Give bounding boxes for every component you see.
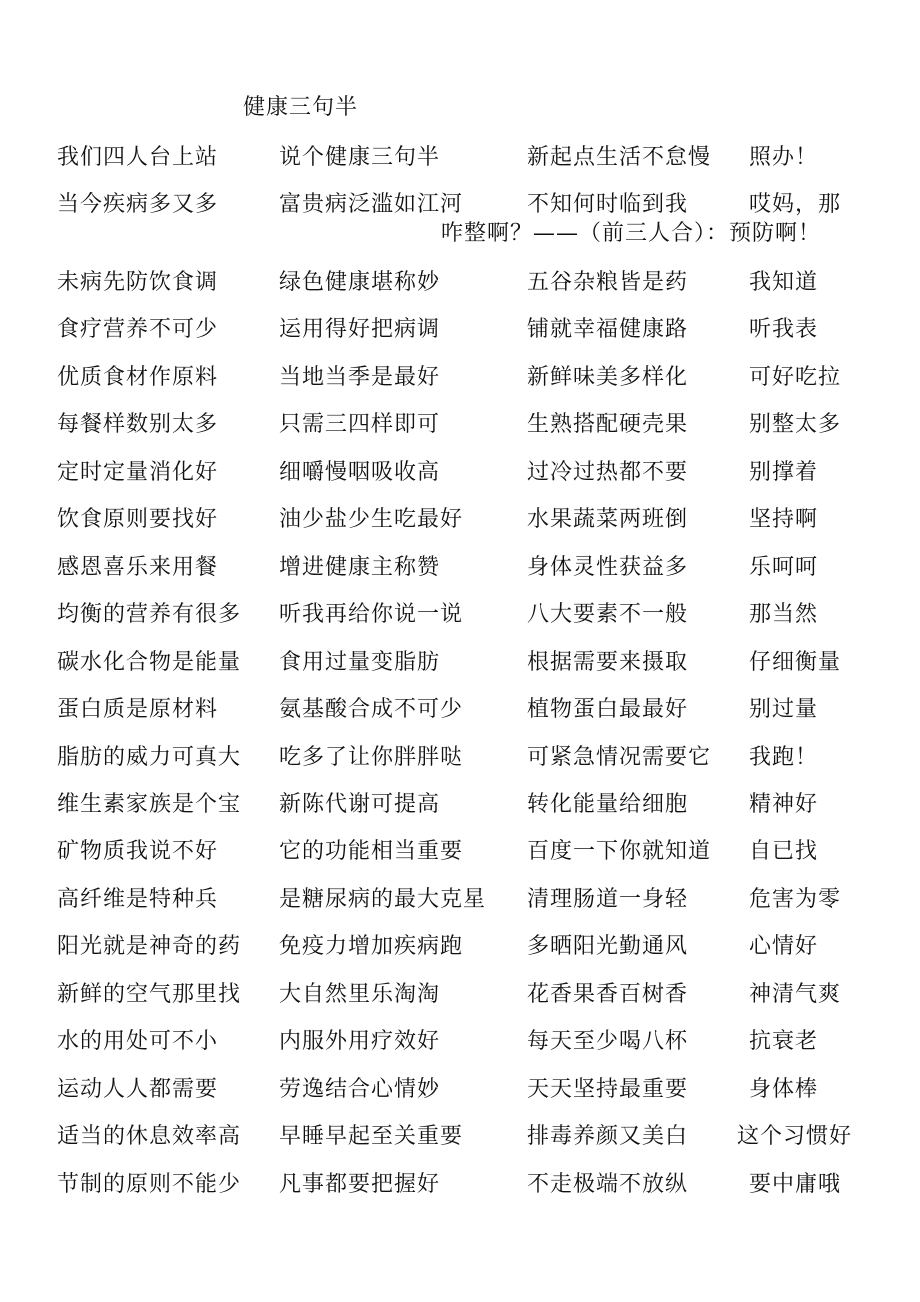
verse-cell-3: 八大要素不一般 (527, 602, 689, 627)
verse-cell-1: 优质食材作原料 (57, 365, 219, 390)
verse-row (0, 1072, 920, 1106)
verse-cell-3: 百度一下你就知道 (527, 839, 712, 864)
verse-cell-4: 要中庸哦 (749, 1172, 842, 1197)
verse-row (0, 407, 920, 441)
verse-row (0, 312, 920, 346)
verse-cell-3: 五谷杂粮皆是药 (527, 270, 689, 295)
verse-cell-2: 凡事都要把握好 (279, 1172, 441, 1197)
verse-cell-1: 每餐样数别太多 (57, 412, 219, 437)
verse-row (0, 455, 920, 489)
verse-cell-3: 转化能量给细胞 (527, 792, 689, 817)
verse-cell-2: 内服外用疗效好 (279, 1029, 441, 1054)
verse-cell-3: 花香果香百树香 (527, 982, 689, 1007)
verse-cell-2: 食用过量变脂肪 (279, 650, 441, 675)
verse-cell-3: 天天坚持最重要 (527, 1077, 689, 1102)
verse-cell-1: 脂肪的威力可真大 (57, 745, 242, 770)
verse-cell-1: 碳水化合物是能量 (57, 650, 242, 675)
verse-cell-2: 听我再给你说一说 (279, 602, 464, 627)
verse-cell-2: 富贵病泛滥如江河 (279, 192, 464, 217)
verse-cell-2: 说个健康三句半 (279, 145, 441, 170)
verse-cell-1: 未病先防饮食调 (57, 270, 219, 295)
verse-row (0, 645, 920, 679)
verse-cell-4: 这个习惯好 (737, 1124, 853, 1149)
verse-row (0, 740, 920, 774)
verse-cell-2: 运用得好把病调 (279, 317, 441, 342)
verse-cell-3: 多晒阳光勤通风 (527, 934, 689, 959)
verse-row (0, 787, 920, 821)
verse-cell-2: 氨基酸合成不可少 (279, 697, 464, 722)
verse-cell-3: 清理肠道一身轻 (527, 887, 689, 912)
verse-cell-2: 细嚼慢咽吸收高 (279, 460, 441, 485)
verse-cell-3: 根据需要来摄取 (527, 650, 689, 675)
verse-cell-3: 不知何时临到我 (527, 192, 689, 217)
verse-cell-1: 均衡的营养有很多 (57, 602, 242, 627)
verse-cell-2: 它的功能相当重要 (279, 839, 464, 864)
verse-cell-3: 可紧急情况需要它 (527, 745, 712, 770)
verse-row (0, 692, 920, 726)
verse-row (0, 1167, 920, 1201)
verse-cell-3: 生熟搭配硬壳果 (527, 412, 689, 437)
verse-cell-1: 高纤维是特种兵 (57, 887, 219, 912)
verse-cell-1: 饮食原则要找好 (57, 507, 219, 532)
verse-cell-4: 我知道 (749, 270, 819, 295)
verse-cell-2: 劳逸结合心情妙 (279, 1077, 441, 1102)
page-title: 健康三句半 (243, 95, 359, 120)
verse-cell-4: 别过量 (749, 697, 819, 722)
verse-cell-3: 身体灵性获益多 (527, 555, 689, 580)
verse-cell-2: 免疫力增加疾病跑 (279, 934, 464, 959)
verse-cell-4: 抗衰老 (749, 1029, 819, 1054)
verse-cell-2: 是糖尿病的最大克星 (279, 887, 487, 912)
verse-cell-4: 心情好 (749, 934, 819, 959)
verse-cell-2: 新陈代谢可提高 (279, 792, 441, 817)
verse-cell-3: 排毒养颜又美白 (527, 1124, 689, 1149)
verse-cell-1: 蛋白质是原材料 (57, 697, 219, 722)
verse-cell-4: 别整太多 (749, 412, 842, 437)
verse-cell-4: 精神好 (749, 792, 819, 817)
verse-row (0, 977, 920, 1011)
verse-cell-2: 早睡早起至关重要 (279, 1124, 464, 1149)
verse-cell-1: 我们四人台上站 (57, 145, 219, 170)
verse-cell-3: 过冷过热都不要 (527, 460, 689, 485)
verse-cell-1: 新鲜的空气那里找 (57, 982, 242, 1007)
verse-cell-1: 节制的原则不能少 (57, 1172, 242, 1197)
verse-cell-4: 照办！ (749, 145, 819, 170)
verse-cell-2: 油少盐少生吃最好 (279, 507, 464, 532)
verse-cell-3: 植物蛋白最最好 (527, 697, 689, 722)
verse-cell-1: 阳光就是神奇的药 (57, 934, 242, 959)
verse-cell-3: 每天至少喝八杯 (527, 1029, 689, 1054)
verse-row (0, 834, 920, 868)
verse-cell-3: 铺就幸福健康路 (527, 317, 689, 342)
intro-row (0, 140, 920, 174)
verse-cell-4: 我跑！ (749, 745, 819, 770)
verse-cell-2: 大自然里乐淘淘 (279, 982, 441, 1007)
verse-row (0, 502, 920, 536)
verse-cell-2: 只需三四样即可 (279, 412, 441, 437)
verse-cell-1: 感恩喜乐来用餐 (57, 555, 219, 580)
verse-cell-1: 食疗营养不可少 (57, 317, 219, 342)
verse-cell-4: 坚持啊 (749, 507, 819, 532)
verse-row (0, 265, 920, 299)
verse-cell-4: 别撑着 (749, 460, 819, 485)
verse-cell-4: 身体棒 (749, 1077, 819, 1102)
verse-cell-1: 维生素家族是个宝 (57, 792, 242, 817)
verse-cell-4: 危害为零 (749, 887, 842, 912)
verse-cell-2: 绿色健康堪称妙 (279, 270, 441, 295)
verse-cell-3: 新鲜味美多样化 (527, 365, 689, 390)
verse-cell-2: 增进健康主称赞 (279, 555, 441, 580)
verse-cell-4: 听我表 (749, 317, 819, 342)
verse-row (0, 1024, 920, 1058)
verse-cell-3: 新起点生活不怠慢 (527, 145, 712, 170)
verse-row (0, 929, 920, 963)
verse-row (0, 882, 920, 916)
verse-cell-1: 适当的休息效率高 (57, 1124, 242, 1149)
verse-cell-2: 吃多了让你胖胖哒 (279, 745, 464, 770)
verse-cell-1: 当今疾病多又多 (57, 192, 219, 217)
verse-cell-2: 当地当季是最好 (279, 365, 441, 390)
verse-cell-4: 仔细衡量 (749, 650, 842, 675)
verse-row (0, 597, 920, 631)
verse-row (0, 360, 920, 394)
verse-cell-1: 定时定量消化好 (57, 460, 219, 485)
continuation-line: 咋整啊？——（前三人合）：预防啊！ (441, 221, 822, 246)
verse-cell-4: 自已找 (749, 839, 819, 864)
verse-cell-4: 那当然 (749, 602, 819, 627)
verse-row (0, 1119, 920, 1153)
verse-cell-4: 神清气爽 (749, 982, 842, 1007)
verse-cell-1: 水的用处可不小 (57, 1029, 219, 1054)
verse-cell-1: 运动人人都需要 (57, 1077, 219, 1102)
verse-cell-4: 可好吃拉 (749, 365, 842, 390)
verse-cell-4: 乐呵呵 (749, 555, 819, 580)
verse-cell-3: 不走极端不放纵 (527, 1172, 689, 1197)
verse-cell-4: 哎妈，那 (749, 192, 842, 217)
verse-cell-1: 矿物质我说不好 (57, 839, 219, 864)
verse-cell-3: 水果蔬菜两班倒 (527, 507, 689, 532)
verse-row (0, 550, 920, 584)
